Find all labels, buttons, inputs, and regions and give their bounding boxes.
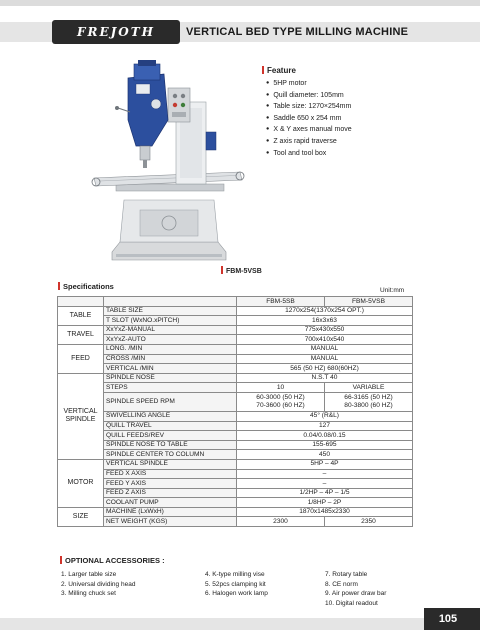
spec-item: QUILL TRAVEL (104, 421, 237, 431)
table-row (58, 440, 413, 450)
feature-item: ● Quill diameter: 105mm (266, 90, 352, 102)
specifications-heading (58, 282, 114, 292)
feature-item: ● Z axis rapid traverse (266, 136, 352, 148)
spec-value: MANUAL (237, 354, 413, 364)
feature-item: ● Tool and tool box (266, 148, 352, 160)
table-row (58, 364, 413, 374)
table-row (58, 316, 413, 326)
spec-item: SPINDLE NOSE TO TABLE (104, 440, 237, 450)
spec-value: 0.04/0.08/0.15 (237, 431, 413, 441)
spec-item: STEPS (104, 383, 237, 393)
spec-item: SPINDLE CENTER TO COLUMN (104, 450, 237, 460)
spec-value: 450 (237, 450, 413, 460)
speed-range-50hz: 66-3165 (50 HZ) (344, 394, 393, 402)
unit-label: Unit:mm (380, 287, 405, 294)
spec-value-fbm-5vsb: VARIABLE (325, 383, 413, 393)
feature-item: ● Saddle 650 x 254 mm (266, 113, 352, 125)
speed-range-50hz: 60-3000 (50 HZ) (256, 394, 305, 402)
table-row (58, 344, 413, 354)
spec-value: 5HP – 4P (237, 459, 413, 469)
spec-item: NET WEIGHT (KGS) (104, 517, 237, 527)
table-row (58, 306, 413, 316)
table-row (58, 507, 413, 517)
feature-heading (262, 66, 296, 76)
spec-value: 127 (237, 421, 413, 431)
spec-item: T SLOT (WxNO.xPITCH) (104, 316, 237, 326)
feature-item: ● 5HP motor (266, 78, 352, 90)
accessory-item: 7. Rotary table (325, 571, 368, 578)
table-row (58, 469, 413, 479)
spec-value: 700x410x540 (237, 335, 413, 345)
spec-value: 16x3x63 (237, 316, 413, 326)
spec-item: QUILL FEEDS/REV (104, 431, 237, 441)
spec-value: – (237, 469, 413, 479)
table-row (58, 373, 413, 383)
accessory-item: 4. K-type milling vise (205, 571, 265, 578)
accessory-item: 1. Larger table size (61, 571, 117, 578)
accessory-item: 2. Universal dividing head (61, 580, 136, 588)
feature-item: ● Table size: 1270×254mm (266, 101, 352, 113)
spec-value: 45° (R&L) (237, 411, 413, 421)
spec-item: TABLE SIZE (104, 306, 237, 316)
spec-item: SPINDLE NOSE (104, 373, 237, 383)
feature-list (266, 78, 352, 159)
spec-item: SPINDLE SPEED RPM (104, 392, 237, 411)
heading-marker (60, 556, 62, 564)
table-row (58, 325, 413, 335)
specifications-table (57, 296, 413, 527)
table-header-row (58, 297, 413, 307)
accessories-column-2 (205, 570, 268, 599)
spec-value: MANUAL (237, 344, 413, 354)
spec-item: MACHINE (LxWxH) (104, 507, 237, 517)
accessory-item: 5. 52pcs clamping kit (205, 580, 266, 588)
spec-item: FEED X AXIS (104, 469, 237, 479)
page-number: 105 (438, 613, 458, 625)
group-label-feed: FEED (58, 344, 104, 373)
table-row (58, 335, 413, 345)
spec-value: 565 (50 HZ) 680(60HZ) (237, 364, 413, 374)
table-row (58, 431, 413, 441)
accessory-item: 3. Milling chuck set (61, 590, 116, 598)
spec-item: COOLANT PUMP (104, 498, 237, 508)
spec-value: 1870x1485x2330 (237, 507, 413, 517)
spec-value: 1/2HP – 4P – 1/5 (237, 488, 413, 498)
spec-item: SWIVELLING ANGLE (104, 411, 237, 421)
heading-marker (221, 266, 223, 274)
table-row (58, 479, 413, 489)
spec-value: 1270x254(1370x254 OPT.) (237, 306, 413, 316)
group-label-size: SIZE (58, 507, 104, 526)
spec-value: 1/8HP – 2P (237, 498, 413, 508)
brand-name: FREJOTH (76, 25, 156, 39)
image-caption (221, 266, 262, 276)
header-blank-cell (58, 297, 104, 307)
image-caption-text: FBM-5VSB (226, 268, 262, 275)
spec-item: VERTICAL SPINDLE (104, 459, 237, 469)
accessory-item: 6. Halogen work lamp (205, 590, 268, 598)
table-row (58, 517, 413, 527)
page-header (0, 0, 480, 44)
page-title: VERTICAL BED TYPE MILLING MACHINE (186, 26, 409, 38)
table-row (58, 498, 413, 508)
spec-value: N.S.T 40 (237, 373, 413, 383)
spec-value: – (237, 479, 413, 489)
speed-range-60hz: 80-3800 (60 HZ) (344, 401, 393, 409)
header-blank-cell (104, 297, 237, 307)
brand-logo (52, 20, 180, 44)
spec-item: XxYxZ-AUTO (104, 335, 237, 345)
spec-item: LONG. /MIN (104, 344, 237, 354)
accessory-item: 9. Air power draw bar (325, 590, 387, 598)
spec-item: CROSS /MIN (104, 354, 237, 364)
accessory-item: 10. Digital readout (325, 600, 378, 608)
table-row (58, 392, 413, 411)
accessories-column-1 (61, 570, 135, 599)
spec-value-fbm-5sb: 10 (237, 383, 325, 393)
specifications-heading-text: Specifications (63, 282, 114, 291)
accessories-column-3 (325, 570, 386, 609)
spec-value-fbm-5vsb (325, 392, 413, 411)
table-row (58, 459, 413, 469)
group-label-table: TABLE (58, 306, 104, 325)
table-row (58, 383, 413, 393)
model-header: FBM-5SB (237, 297, 325, 307)
spec-value: 155-695 (237, 440, 413, 450)
accessories-heading (60, 556, 165, 566)
speed-range-60hz: 70-3600 (60 HZ) (256, 401, 305, 409)
heading-marker (58, 282, 60, 290)
milling-machine-image (90, 60, 245, 265)
group-label-travel: TRAVEL (58, 325, 104, 344)
accessory-item: 8. CE norm (325, 580, 358, 588)
group-label-spindle: VERTICAL SPINDLE (58, 373, 104, 459)
table-row (58, 354, 413, 364)
heading-marker (262, 66, 264, 74)
spec-item: FEED Z AXIS (104, 488, 237, 498)
group-label-motor: MOTOR (58, 459, 104, 507)
table-row (58, 421, 413, 431)
spec-value-fbm-5sb: 2300 (237, 517, 325, 527)
spec-value-fbm-5vsb: 2350 (325, 517, 413, 527)
table-row (58, 450, 413, 460)
feature-heading-text: Feature (267, 66, 296, 75)
spec-item: VERTICAL /MIN (104, 364, 237, 374)
feature-item: ● X & Y axes manual move (266, 124, 352, 136)
spec-item: XxYxZ-MANUAL (104, 325, 237, 335)
model-header: FBM-5VSB (325, 297, 413, 307)
table-row (58, 488, 413, 498)
footer-bar (0, 618, 480, 630)
spec-value: 775x430x550 (237, 325, 413, 335)
spec-value-fbm-5sb (237, 392, 325, 411)
table-row (58, 411, 413, 421)
header-top-stripe (0, 0, 480, 6)
accessories-heading-text: OPTIONAL ACCESSORIES : (65, 556, 165, 565)
spec-item: FEED Y AXIS (104, 479, 237, 489)
